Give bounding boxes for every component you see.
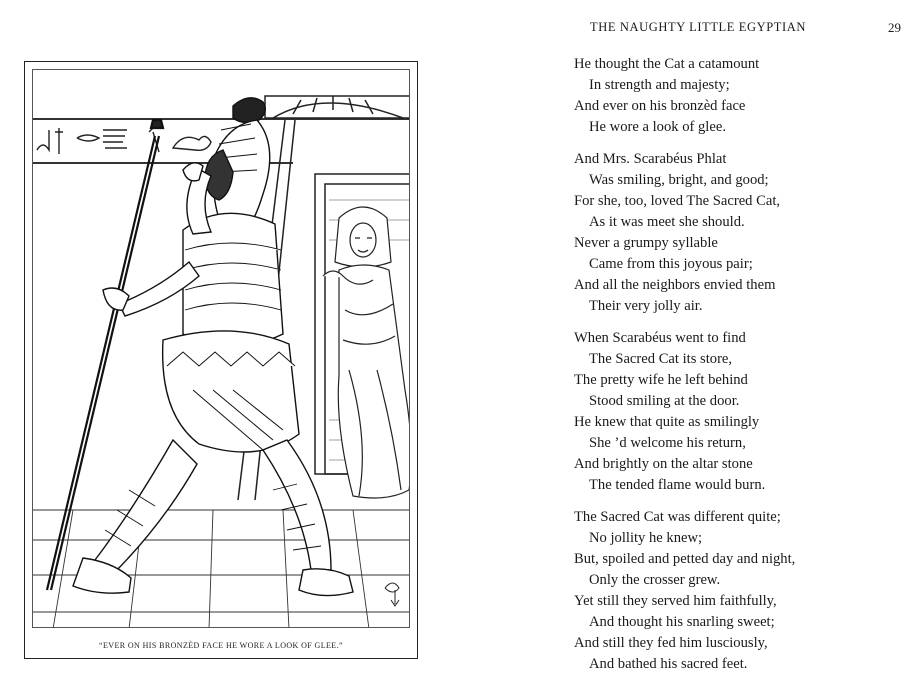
poem-line: And all the neighbors envied them <box>574 277 776 293</box>
illustration-plate <box>24 61 418 659</box>
poem-line: She ’d welcome his return, <box>589 435 746 451</box>
poem-line: He knew that quite as smilingly <box>574 414 760 430</box>
caption-text: “EVER ON HIS BRONZÈD FACE HE WORE A LOOK OF GLEE.” <box>99 641 343 650</box>
poem-line: As it was meet she should. <box>589 214 745 230</box>
poem-line: The pretty wife he left behind <box>574 372 748 388</box>
stanza <box>574 149 904 317</box>
artist-monogram <box>385 583 399 606</box>
poem-line: And brightly on the altar stone <box>574 456 753 472</box>
poem-line: He wore a look of glee. <box>589 119 726 135</box>
running-head <box>590 20 901 38</box>
poem-line: Was smiling, bright, and good; <box>589 172 769 188</box>
poem-line: And bathed his sacred feet. <box>589 656 748 672</box>
poem-line: But, spoiled and petted day and night, <box>574 551 796 567</box>
stanza <box>574 54 904 138</box>
poem-line: Stood smiling at the door. <box>589 393 740 409</box>
poem-line: The tended flame would burn. <box>589 477 766 493</box>
poem-line: The Sacred Cat was different quite; <box>574 509 781 525</box>
engraving-illustration <box>33 70 410 628</box>
poem-line: Never a grumpy syllable <box>574 235 718 251</box>
poem-line: For she, too, loved The Sacred Cat, <box>574 193 781 209</box>
poem-line: And thought his snarling sweet; <box>589 614 775 630</box>
page-number: 29 <box>888 20 901 35</box>
illustration-caption <box>25 641 417 650</box>
poem-line: In strength and majesty; <box>589 77 730 93</box>
poem-line: And ever on his bronzèd face <box>574 98 746 114</box>
poem-line: Came from this joyous pair; <box>589 256 753 272</box>
poem-line: He thought the Cat a catamount <box>574 56 760 72</box>
poem-line: Yet still they served him faithfully, <box>574 593 777 609</box>
poem-line: No jollity he knew; <box>589 530 703 546</box>
stanza <box>574 328 904 496</box>
poem-line: And Mrs. Scarabéus Phlat <box>574 151 727 167</box>
poem-line: The Sacred Cat its store, <box>589 351 733 367</box>
stanza <box>574 507 904 675</box>
woman-figure <box>323 207 410 498</box>
poem-line: Only the crosser grew. <box>589 572 721 588</box>
poem-body <box>574 54 904 686</box>
poem-line: Their very jolly air. <box>589 298 703 314</box>
running-title: THE NAUGHTY LITTLE EGYPTIAN <box>590 20 807 34</box>
poem-line: And still they fed him lusciously, <box>574 635 768 651</box>
poem-line: When Scarabéus went to find <box>574 330 746 346</box>
engraving-frame <box>32 69 410 628</box>
hieroglyph-frieze <box>37 126 211 154</box>
